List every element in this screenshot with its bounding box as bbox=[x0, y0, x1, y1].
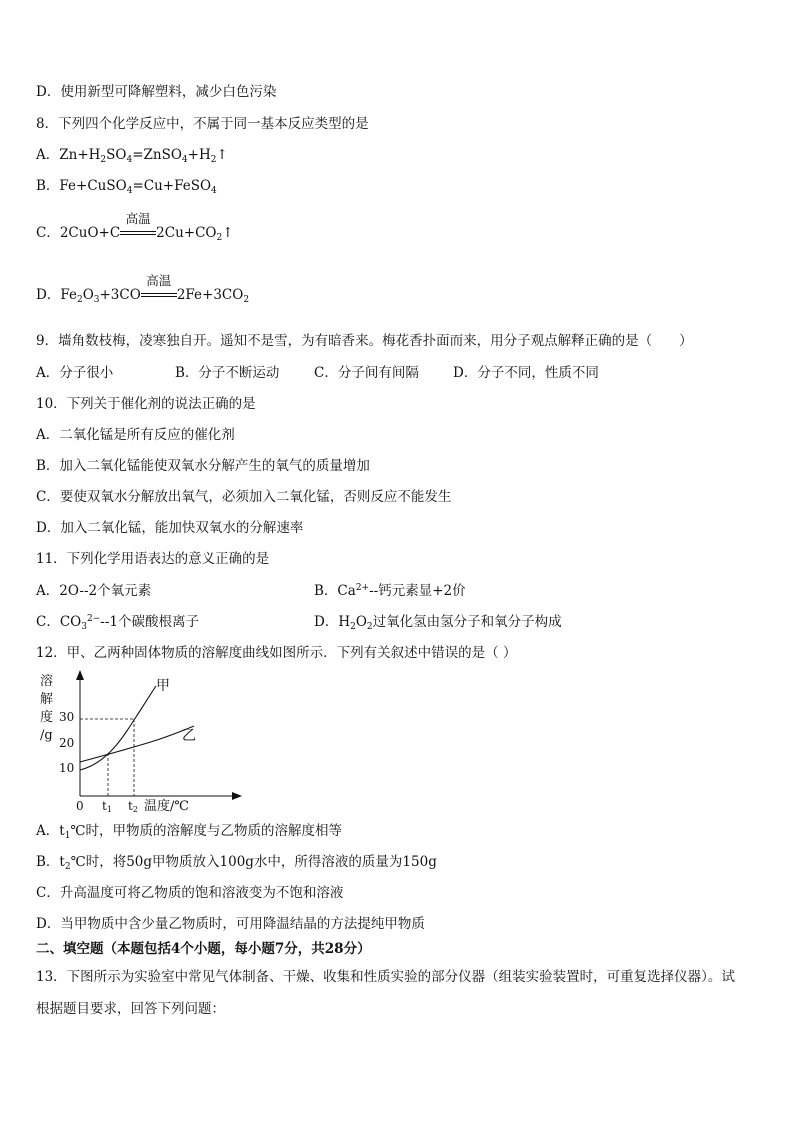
q10-option-c: C．要使双氧水分解放出氧气，必须加入二氧化锰，否则反应不能发生 bbox=[36, 489, 452, 505]
q7-option-d: D．使用新型可降解塑料，减少白色污染 bbox=[36, 84, 277, 100]
q9-option-c: C．分子间有间隔 bbox=[314, 365, 419, 381]
q9-stem: 9．墙角数枝梅，凌寒独自开。遥知不是雪，为有暗香来。梅花香扑面而来，用分子观点解释正确的是（ ） bbox=[36, 333, 693, 349]
q10-option-b: B．加入二氧化锰能使双氧水分解产生的氧气的质量增加 bbox=[36, 458, 370, 474]
x-tick-t1: t1 bbox=[102, 799, 112, 814]
q13-line-1: 13．下图所示为实验室中常见气体制备、干燥、收集和性质实验的部分仪器（组装实验装置时，可重复选择仪器）。试 bbox=[36, 969, 735, 985]
q8-option-b: B．Fe+CuSO$_4$=Cu+FeSO$_4$ bbox=[36, 178, 217, 196]
q12-option-b: B．$t_2℃$时，将50g甲物质放入100g水中，所得溶液的质量为150g bbox=[36, 854, 437, 872]
q12-option-a: A．$t_1℃$时，甲物质的溶解度与乙物质的溶解度相等 bbox=[36, 823, 343, 841]
section-heading: 二、填空题（本题包括4个小题，每小题7分，共28分） bbox=[36, 941, 371, 957]
q11-option-d: D．$H_2O_2$过氧化氢由氢分子和氧分子构成 bbox=[314, 614, 562, 632]
origin-label: 0 bbox=[76, 799, 84, 813]
q9-option-a: A．分子很小 bbox=[36, 365, 114, 381]
x-axis-arrow bbox=[232, 792, 242, 800]
q11-option-c: C．$CO_3^{2-}--1$个碳酸根离子 bbox=[36, 614, 199, 632]
series-yi-label: 乙 bbox=[182, 728, 196, 744]
q9-option-d: D．分子不同，性质不同 bbox=[453, 365, 599, 381]
q12-option-c: C．升高温度可将乙物质的饱和溶液变为不饱和溶液 bbox=[36, 885, 344, 901]
y-tick-10: 10 bbox=[59, 761, 75, 775]
q9-option-b: B．分子不断运动 bbox=[175, 365, 280, 381]
q11-option-a: A．2O--2个氧元素 bbox=[36, 583, 152, 599]
q11-stem: 11．下列化学用语表达的意义正确的是 bbox=[36, 551, 270, 567]
q13-line-2: 根据题目要求，回答下列问题： bbox=[36, 1001, 225, 1017]
series-jia-label: 甲 bbox=[156, 678, 170, 694]
solubility-chart bbox=[32, 668, 252, 818]
q10-option-d: D．加入二氧化锰，能加快双氧水的分解速率 bbox=[36, 520, 304, 536]
reaction-condition: 高温 bbox=[141, 286, 177, 304]
q12-option-d: D．当甲物质中含少量乙物质时，可用降温结晶的方法提纯甲物质 bbox=[36, 916, 425, 932]
q8-option-a: A．$Zn+H_2SO_4=ZnSO_4+H_2↑$ bbox=[36, 147, 228, 165]
q8-option-c: C．2CuO+C 高温 $2Cu+CO_2↑$ bbox=[36, 211, 234, 243]
y-tick-20: 20 bbox=[59, 736, 75, 750]
series-yi-curve bbox=[80, 726, 194, 762]
x-tick-t2: t2 bbox=[128, 799, 138, 814]
x-axis-label: 温度/℃ bbox=[144, 799, 189, 814]
q10-stem: 10．下列关于催化剂的说法正确的是 bbox=[36, 396, 256, 412]
q8-stem: 8．下列四个化学反应中，不属于同一基本反应类型的是 bbox=[36, 116, 369, 132]
y-axis-arrow bbox=[76, 670, 84, 680]
y-axis-label: 溶 解 度 /g bbox=[40, 674, 54, 743]
reaction-condition: 高温 bbox=[120, 224, 156, 242]
series-jia-curve bbox=[80, 686, 156, 770]
q8-option-d: D．$Fe_2O_3+3CO$ 高温 $2Fe+3CO_2$ bbox=[36, 273, 250, 305]
y-tick-30: 30 bbox=[59, 710, 75, 724]
q11-option-b: B．$Ca^{2+}--$钙元素显+2价 bbox=[314, 583, 466, 599]
q12-stem: 12．甲、乙两种固体物质的溶解度曲线如图所示．下列有关叙述中错误的是（ ） bbox=[36, 645, 517, 661]
q10-option-a: A．二氧化锰是所有反应的催化剂 bbox=[36, 427, 235, 443]
